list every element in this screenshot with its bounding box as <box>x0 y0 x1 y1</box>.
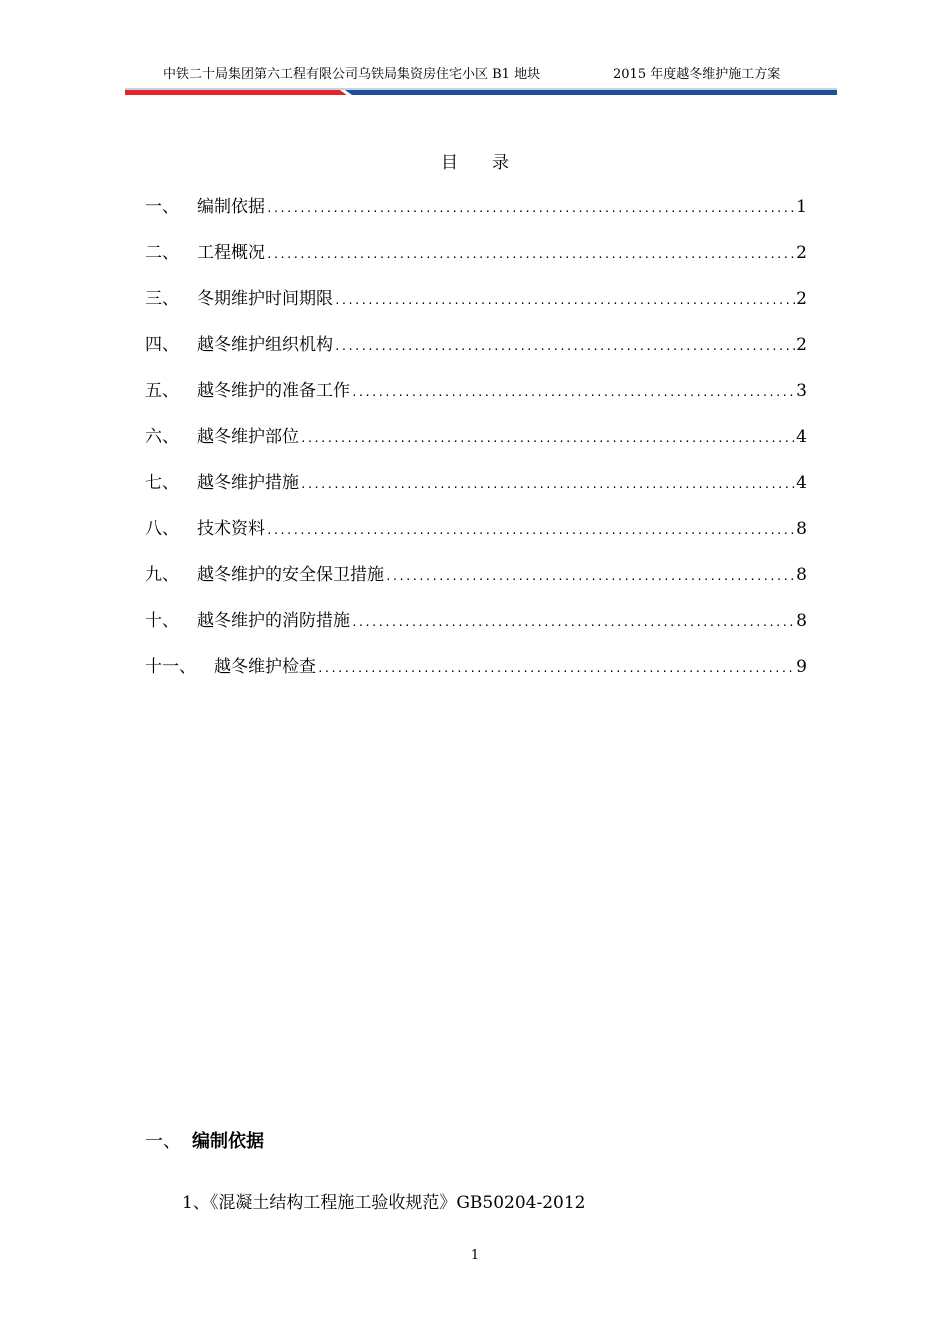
toc-entry-page: 9 <box>796 657 807 677</box>
toc-entry-number: 八、 <box>145 519 179 539</box>
toc-entry-label: 越冬维护组织机构 <box>197 335 333 355</box>
toc-entry-page: 1 <box>796 197 807 217</box>
toc-entry[interactable] <box>145 333 807 379</box>
toc-entry-label: 工程概况 <box>197 243 265 263</box>
toc-dot-leader <box>300 427 795 451</box>
header-company-project: 中铁二十局集团第六工程有限公司乌铁局集资房住宅小区 B1 地块 <box>163 67 541 82</box>
toc-entry-number: 五、 <box>145 381 179 401</box>
toc-entry[interactable] <box>145 563 807 609</box>
page-header <box>0 66 950 84</box>
toc-dot-leader <box>351 381 795 405</box>
toc-entry-number: 四、 <box>145 335 179 355</box>
toc-dot-leader <box>300 473 795 497</box>
toc-entry-page: 8 <box>796 519 807 539</box>
toc-title-part2: 录 <box>492 153 509 173</box>
toc-entry-label: 越冬维护的安全保卫措施 <box>197 565 384 585</box>
toc-dot-leader <box>385 565 795 589</box>
section-heading <box>145 1127 264 1153</box>
toc-entry[interactable] <box>145 379 807 425</box>
toc-entry-number: 三、 <box>145 289 179 309</box>
toc-entry-label: 越冬维护措施 <box>197 473 299 493</box>
toc-entry-label: 越冬维护部位 <box>197 427 299 447</box>
toc-entry-label: 冬期维护时间期限 <box>197 289 333 309</box>
toc-entry-page: 3 <box>796 381 807 401</box>
toc-entry-label: 越冬维护的消防措施 <box>197 611 350 631</box>
toc-entry-label: 编制依据 <box>197 197 265 217</box>
toc-entry-page: 8 <box>796 565 807 585</box>
toc-entry-number: 二、 <box>145 243 179 263</box>
section-number: 一、 <box>145 1131 181 1152</box>
toc-entry[interactable] <box>145 425 807 471</box>
toc-entry[interactable] <box>145 195 807 241</box>
toc-entry-number: 九、 <box>145 565 179 585</box>
toc-entry-number: 十、 <box>145 611 179 631</box>
toc-entry[interactable] <box>145 241 807 287</box>
toc-entry-label: 越冬维护检查 <box>214 657 316 677</box>
toc-entry-number: 一、 <box>145 197 179 217</box>
toc-dot-leader <box>334 289 795 313</box>
toc-entry-label: 技术资料 <box>197 519 265 539</box>
header-bar-red <box>125 90 347 95</box>
toc-entry-number: 六、 <box>145 427 179 447</box>
toc-title-part1: 目 <box>441 153 458 173</box>
header-decorative-bar <box>125 87 837 97</box>
toc-entry-number: 十一、 <box>145 657 196 677</box>
toc-entry[interactable] <box>145 287 807 333</box>
header-document-title: 2015 年度越冬维护施工方案 <box>613 67 781 82</box>
page-number: 1 <box>470 1248 480 1263</box>
toc-dot-leader <box>266 197 795 221</box>
toc-title <box>0 148 950 173</box>
toc-entry[interactable] <box>145 655 807 701</box>
toc-dot-leader <box>266 243 795 267</box>
toc-entry-page: 4 <box>796 427 807 447</box>
toc-dot-leader <box>351 611 795 635</box>
header-bar-blue <box>345 90 837 95</box>
toc-dot-leader <box>266 519 795 543</box>
section-title: 编制依据 <box>192 1131 264 1152</box>
toc-dot-leader <box>317 657 795 681</box>
reference-item: 1、《混凝土结构工程施工验收规范》GB50204-2012 <box>182 1193 586 1213</box>
table-of-contents <box>145 195 807 701</box>
toc-entry-number: 七、 <box>145 473 179 493</box>
toc-entry[interactable] <box>145 517 807 563</box>
toc-dot-leader <box>334 335 795 359</box>
toc-entry-label: 越冬维护的准备工作 <box>197 381 350 401</box>
toc-entry-page: 2 <box>796 243 807 263</box>
toc-entry-page: 4 <box>796 473 807 493</box>
toc-entry-page: 2 <box>796 289 807 309</box>
toc-entry-page: 2 <box>796 335 807 355</box>
toc-entry[interactable] <box>145 471 807 517</box>
toc-entry-page: 8 <box>796 611 807 631</box>
toc-entry[interactable] <box>145 609 807 655</box>
